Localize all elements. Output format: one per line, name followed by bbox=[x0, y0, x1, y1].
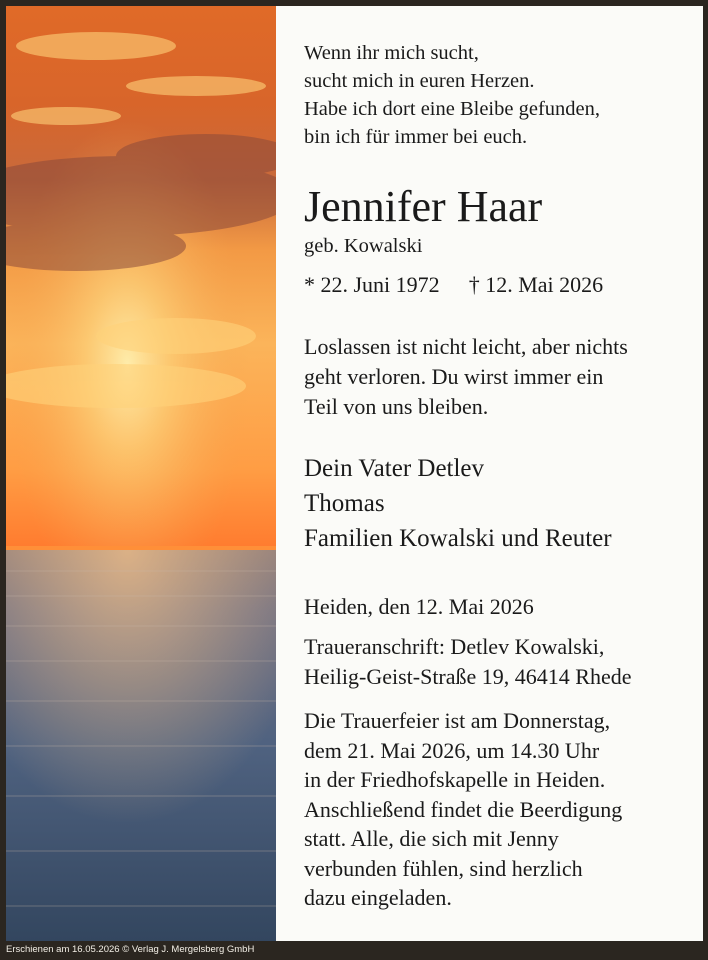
quote-line: Teil von uns bleiben. bbox=[304, 394, 489, 419]
address-line: Heilig-Geist-Straße 19, 46414 Rhede bbox=[304, 664, 632, 689]
poem bbox=[304, 39, 600, 151]
birth-date: * 22. Juni 1972 bbox=[304, 272, 440, 297]
poem-line: bin ich für immer bei euch. bbox=[304, 126, 528, 148]
farewell-quote bbox=[304, 332, 628, 422]
life-dates bbox=[304, 270, 603, 300]
address-line: Traueranschrift: Detlev Kowalski, bbox=[304, 634, 605, 659]
ceremony-line: dazu eingeladen. bbox=[304, 885, 452, 910]
mourners bbox=[304, 451, 612, 556]
ceremony-line: statt. Alle, die sich mit Jenny bbox=[304, 826, 559, 851]
publication-footer: Erschienen am 16.05.2026 © Verlag J. Mergelsberg GmbH bbox=[6, 944, 255, 955]
mourner-line: Familien Kowalski und Reuter bbox=[304, 525, 612, 552]
ceremony-line: dem 21. Mai 2026, um 14.30 Uhr bbox=[304, 737, 600, 763]
poem-line: sucht mich in euren Herzen. bbox=[304, 70, 535, 92]
place-date: Heiden, den 12. Mai 2026 bbox=[304, 594, 534, 619]
ceremony-line: verbunden fühlen, sind herzlich bbox=[304, 855, 583, 881]
ceremony-line: Anschließend findet die Beerdigung bbox=[304, 796, 623, 822]
ceremony-info bbox=[304, 706, 622, 913]
deceased-name: Jennifer Haar bbox=[304, 182, 543, 231]
quote-line: Loslassen ist nicht leicht, aber nichts bbox=[304, 334, 628, 359]
maiden-name: geb. Kowalski bbox=[304, 235, 423, 257]
sunset-sea-photo bbox=[6, 6, 276, 941]
quote-line: geht verloren. Du wirst immer ein bbox=[304, 364, 604, 389]
ceremony-line: Die Trauerfeier ist am Donnerstag, bbox=[304, 708, 611, 733]
death-date: † 12. Mai 2026 bbox=[468, 272, 604, 297]
mourner-line: Dein Vater Detlev bbox=[304, 455, 485, 482]
mourning-address bbox=[304, 632, 632, 692]
mourner-line: Thomas bbox=[304, 490, 385, 517]
ceremony-line: in der Friedhofskapelle in Heiden. bbox=[304, 767, 606, 792]
poem-line: Wenn ihr mich sucht, bbox=[304, 42, 479, 64]
obituary-card bbox=[6, 6, 703, 941]
poem-line: Habe ich dort eine Bleibe gefunden, bbox=[304, 98, 600, 120]
